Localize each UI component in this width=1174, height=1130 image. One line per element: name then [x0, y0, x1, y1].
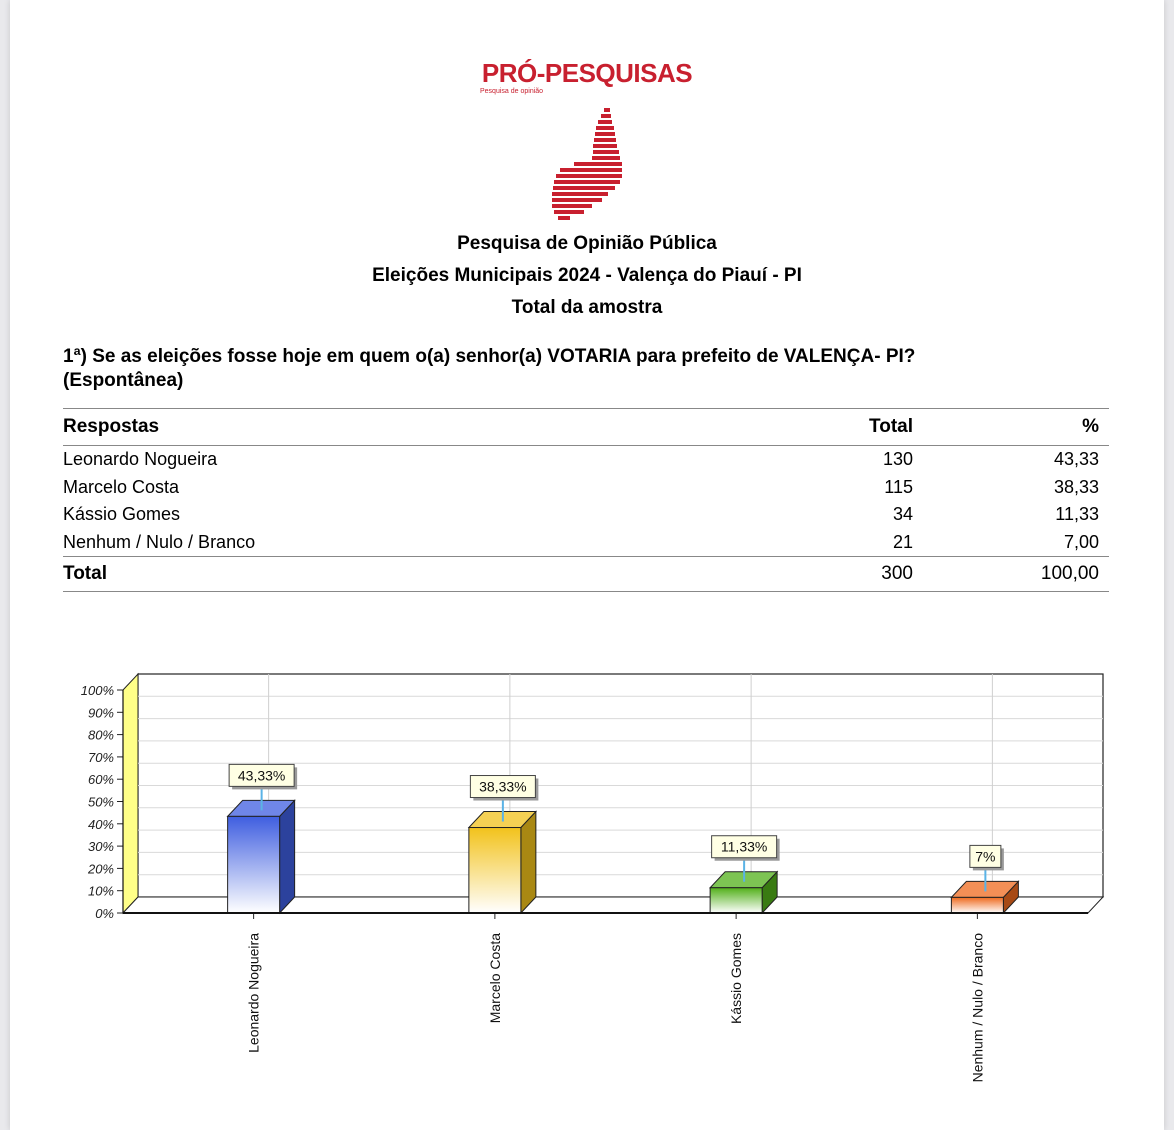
y-tick-label: 0% — [95, 906, 114, 921]
bar-chart — [10, 660, 1164, 1120]
header-percent: % — [923, 409, 1109, 446]
bar — [469, 828, 521, 913]
total-count: 300 — [743, 557, 923, 592]
row-label: Leonardo Nogueira — [63, 449, 218, 470]
table-row — [63, 501, 1109, 529]
y-tick-label: 90% — [87, 705, 114, 721]
category-label: Nenhum / Nulo / Branco — [969, 933, 986, 1083]
question-text — [63, 345, 1123, 393]
bar — [710, 888, 762, 913]
brand-logo-text: PRÓ-PESQUISAS — [481, 58, 693, 88]
question-type: (Espontânea) — [63, 370, 184, 391]
row-percent: 11,33 — [1055, 504, 1099, 525]
y-tick-label: 50% — [87, 794, 114, 810]
bar-side — [521, 812, 536, 913]
header-respostas: Respostas — [63, 409, 743, 446]
row-total: 115 — [884, 476, 913, 497]
row-percent: 43,33 — [1053, 449, 1099, 470]
data-label: 11,33% — [720, 838, 768, 855]
data-label: 38,33% — [479, 778, 527, 795]
sample-label: Total da amostra — [511, 297, 663, 318]
data-label: 43,33% — [237, 767, 286, 784]
row-total: 21 — [892, 531, 913, 552]
row-label: Marcelo Costa — [63, 476, 180, 497]
total-label: Total — [63, 557, 743, 592]
y-tick-label: 30% — [87, 839, 114, 855]
row-percent: 7,00 — [1063, 531, 1099, 552]
report-subtitle: Eleições Municipais 2024 - Valença do Piauí - PI — [372, 265, 802, 286]
table-row — [63, 529, 1109, 557]
table-row — [63, 446, 1109, 474]
left-wall — [123, 674, 138, 913]
report-page — [10, 0, 1164, 1130]
category-label: Kássio Gomes — [728, 933, 745, 1025]
bar — [951, 897, 1003, 913]
total-percent: 100,00 — [923, 557, 1109, 592]
y-tick-label: 100% — [80, 683, 114, 698]
category-label: Marcelo Costa — [486, 933, 503, 1024]
report-title: Pesquisa de Opinião Pública — [457, 233, 717, 254]
question-line: 1ª) Se as eleições fosse hoje em quem o(a) senhor(a) VOTARIA para prefeito de VALENÇA- PI? — [63, 346, 916, 367]
bar-side — [280, 800, 295, 913]
y-tick-label: 70% — [87, 749, 114, 765]
header-total: Total — [743, 409, 923, 446]
y-tick-label: 20% — [87, 861, 114, 877]
y-tick-label: 80% — [87, 727, 114, 743]
category-label: Leonardo Nogueira — [245, 933, 262, 1053]
y-tick-label: 60% — [87, 772, 114, 788]
piaui-map-logo — [538, 108, 628, 223]
y-tick-label: 10% — [87, 883, 114, 899]
table-header-row — [63, 409, 1109, 446]
data-label: 7% — [975, 848, 996, 865]
table-total-row — [63, 557, 1109, 592]
row-label: Nenhum / Nulo / Branco — [63, 531, 256, 552]
row-label: Kássio Gomes — [63, 504, 181, 525]
row-percent: 38,33 — [1053, 476, 1099, 497]
brand-tagline: Pesquisa de opinião — [480, 88, 544, 95]
bar — [228, 816, 280, 913]
y-tick-label: 40% — [87, 816, 114, 832]
row-total: 34 — [892, 504, 913, 525]
results-table — [63, 408, 1109, 592]
row-total: 130 — [882, 449, 913, 470]
table-row — [63, 474, 1109, 502]
